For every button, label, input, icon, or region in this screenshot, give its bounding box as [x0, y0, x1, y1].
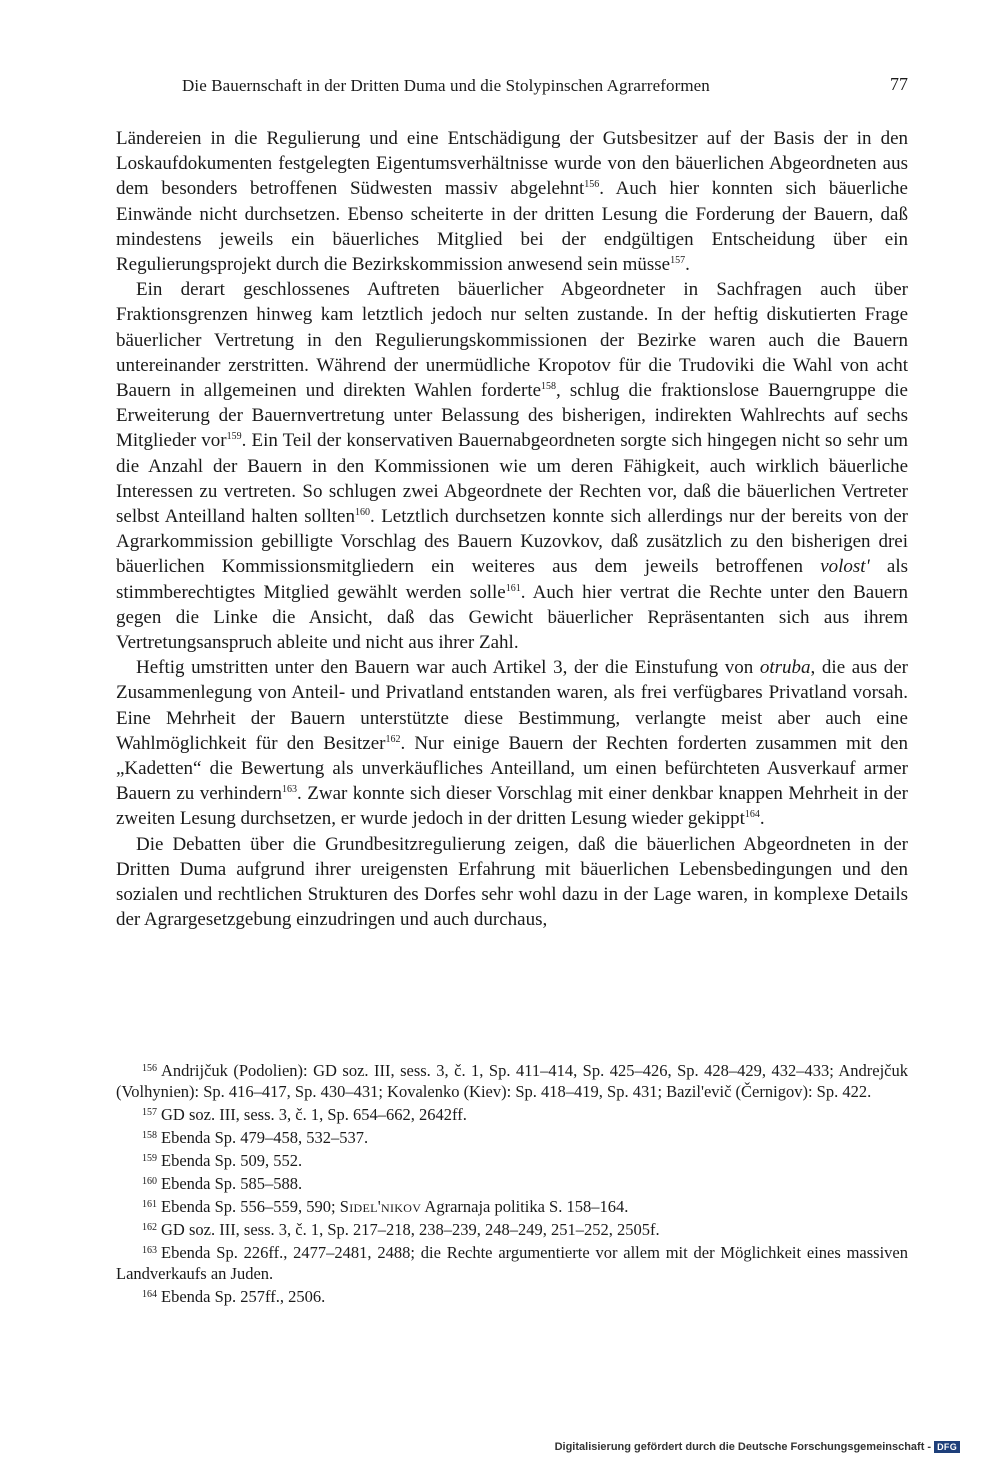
footnote-number: 156: [142, 1063, 157, 1074]
text-run: .: [685, 254, 690, 276]
footnote-text: Andrijčuk (Podolien): GD soz. III, sess. 3, č. 1, Sp. 411–414, Sp. 425–426, Sp. 428–429, 432–433; Andrejčuk (Volhynien): Sp. 416–417, Sp. 430–431; Kovalenko (Kiev): Sp. 418–419, Sp. 431; Bazil'evič (Černigov): Sp. 422.: [116, 1061, 908, 1101]
footnote-number: 164: [142, 1289, 157, 1300]
text-run: , schlug die fraktionslose Bauerngruppe die Erweiterung der Bauernvertretung unter Belassung des bisherigen, indirekten Wahlrechts auf sechs Mitglieder vor: [116, 380, 908, 452]
text-run: Ein derart geschlossenes Auftreten bäuerlicher Abgeordneter in Sachfragen auch über Fraktionsgrenzen hinweg kam letztlich jedoch nur selten zustande. In der heftig diskutierten Frage bäuerlicher Vertretung in den Regulierungskommissionen der Bezirke waren auch die Bauern untereinander zerstritten. Während der unermüdliche Kropotov für die Trudoviki die Wahl von acht Bauern in allgemeinen und direkten Wahlen forderte: [116, 279, 908, 402]
footnote-text: Ebenda Sp. 585–588.: [161, 1174, 303, 1193]
footnote-number: 159: [142, 1153, 157, 1164]
footnote-number: 161: [142, 1199, 157, 1210]
footnote-ref[interactable]: 159: [226, 431, 242, 443]
footnote-number: 160: [142, 1176, 157, 1187]
footnote-ref[interactable]: 162: [385, 733, 401, 745]
footnote-text: Ebenda Sp. 226ff., 2477–2481, 2488; die Rechte argumentierte vor allem mit der Möglichkeit eines massiven Landverkaufs an Juden.: [116, 1243, 908, 1283]
footnote: [116, 1148, 908, 1171]
footnote: [116, 1058, 908, 1102]
footnote-text: Ebenda Sp. 509, 552.: [161, 1151, 303, 1170]
page-number: 77: [890, 74, 908, 94]
text-run: . Zwar konnte sich dieser Vorschlag mit einer denkbar knappen Mehrheit in der zweiten Lesung durchsetzen, er wurde jedoch in der dritten Lesung wieder gekippt: [116, 783, 908, 830]
body-text: [116, 126, 908, 933]
dfg-logo: DFG: [934, 1441, 960, 1453]
credit-text: Digitalisierung gefördert durch die Deutsche Forschungsgemeinschaft -: [554, 1441, 932, 1453]
footnote-ref[interactable]: 157: [670, 255, 686, 267]
footnote-number: 157: [142, 1107, 157, 1118]
footnote-text: Ebenda Sp. 257ff., 2506.: [161, 1287, 326, 1306]
running-title: Die Bauernschaft in der Dritten Duma und die Stolypinschen Agrarreformen: [182, 76, 710, 95]
footnote-ref[interactable]: 160: [354, 507, 370, 519]
footnote: [116, 1171, 908, 1194]
footnote-text: Agrarnaja politika S. 158–164.: [421, 1197, 629, 1216]
footnote: [116, 1217, 908, 1240]
footnote-text: Ebenda Sp. 556–559, 590;: [161, 1197, 340, 1216]
text-run: Ländereien in die Regulierung und eine Entschädigung der Gutsbesitzer auf der Basis der in den Loskaufdokumenten festgelegten Eigentumsverhältnisse wurde von den bäuerlichen Abgeordneten aus dem besonders betroffenen Südwesten massiv abgelehnt: [116, 128, 908, 200]
footnote-ref[interactable]: 163: [282, 784, 298, 796]
paragraph: Die Debatten über die Grundbesitzregulierung zeigen, daß die bäuerlichen Abgeordneten in der Dritten Duma aufgrund ihrer ureigensten Erfahrung mit bäuerlichen Lebensbedingungen und den sozialen und rechtlichen Strukturen des Dorfes sehr wohl dazu in der Lage waren, in komplexe Details der Agrargesetzgebung einzudringen und auch durchaus,: [116, 833, 908, 931]
paragraph: [116, 126, 908, 277]
footnote-text: Ebenda Sp. 479–458, 532–537.: [161, 1128, 369, 1147]
text-run: . Auch hier konnten sich bäuerliche Einwände nicht durchsetzen. Ebenso scheiterte in der dritten Lesung die Forderung der Bauern, daß mindestens jeweils ein bäuerliches Mitglied bei der endgültigen Entscheidung über ein Regulierungsprojekt durch die Bezirkskommission anwesend sein müsse: [116, 178, 908, 276]
footnote-text: GD soz. III, sess. 3, č. 1, Sp. 217–218, 238–239, 248–249, 251–252, 2505f.: [161, 1220, 660, 1239]
text-run: , die aus der Zusammenlegung von Anteil- und Privatland entstanden waren, als frei verfügbares Privatland vorsah. Eine Mehrheit der Bauern unterstützte diese Bestimmung, verlangte meist aber auch eine Wahlmöglichkeit für den Besitzer: [116, 657, 908, 754]
digitization-credit: [555, 1441, 960, 1453]
footnote-number: 158: [142, 1130, 157, 1141]
footnote-ref[interactable]: 161: [505, 582, 521, 594]
text-run: als stimmberechtigtes Mitglied gewählt werden solle: [116, 556, 908, 603]
text-run: . Auch hier vertrat die Rechte unter den Bauern gegen die Linke die Ansicht, daß das Gewicht bäuerlicher Repräsentanten sich aus ihrem Vertretungsanspruch ableite und nicht aus ihrer Zahl.: [116, 581, 908, 654]
footnote-text: GD soz. III, sess. 3, č. 1, Sp. 654–662, 2642ff.: [161, 1105, 467, 1124]
footnote-ref[interactable]: 156: [584, 179, 600, 191]
footnote: [116, 1125, 908, 1148]
text-run: . Letztlich durchsetzen konnte sich allerdings nur der bereits von der Agrarkommission gebilligte Vorschlag des Bauern Kuzovkov, daß zusätzlich zu den bisherigen drei bäuerlichen Kommissionsmitgliedern ein weiteres aus dem jeweils betroffenen: [116, 506, 908, 578]
text-run: . Nur einige Bauern der Rechten forderten zusammen mit den „Kadetten“ die Bewertung als unverkäufliches Anteilland, um einen befürchteten Ausverkauf armer Bauern zu verhindern: [116, 732, 908, 805]
footnote: [116, 1284, 908, 1307]
page-header: [116, 70, 908, 104]
footnote: [116, 1102, 908, 1125]
footnote-ref[interactable]: 158: [541, 381, 557, 393]
paragraph: [116, 277, 908, 655]
italic-term: otruba: [759, 657, 811, 679]
footnote: [116, 1194, 908, 1217]
footnote-number: 163: [142, 1245, 157, 1256]
footnote-ref[interactable]: 164: [744, 809, 760, 821]
footnote-number: 162: [142, 1222, 157, 1233]
author-name: Sidel'nikov: [339, 1197, 422, 1216]
text-run: Heftig umstritten unter den Bauern war auch Artikel 3, der die Einstufung von: [136, 657, 760, 679]
text-run: .: [759, 808, 765, 830]
text-run: . Ein Teil der konservativen Bauernabgeordneten sorgte sich hingegen nicht so sehr um die Anzahl der Bauern in den Kommissionen wie um deren Fähigkeit, auch wirklich bäuerliche Interessen zu vertreten. So schlugen zwei Abgeordnete der Rechten vor, daß die bäuerlichen Vertreter selbst Anteilland halten sollten: [116, 430, 908, 528]
italic-term: volost': [820, 556, 870, 578]
paragraph: [116, 655, 908, 831]
footnote: [116, 1240, 908, 1284]
footnotes: [116, 1058, 908, 1307]
